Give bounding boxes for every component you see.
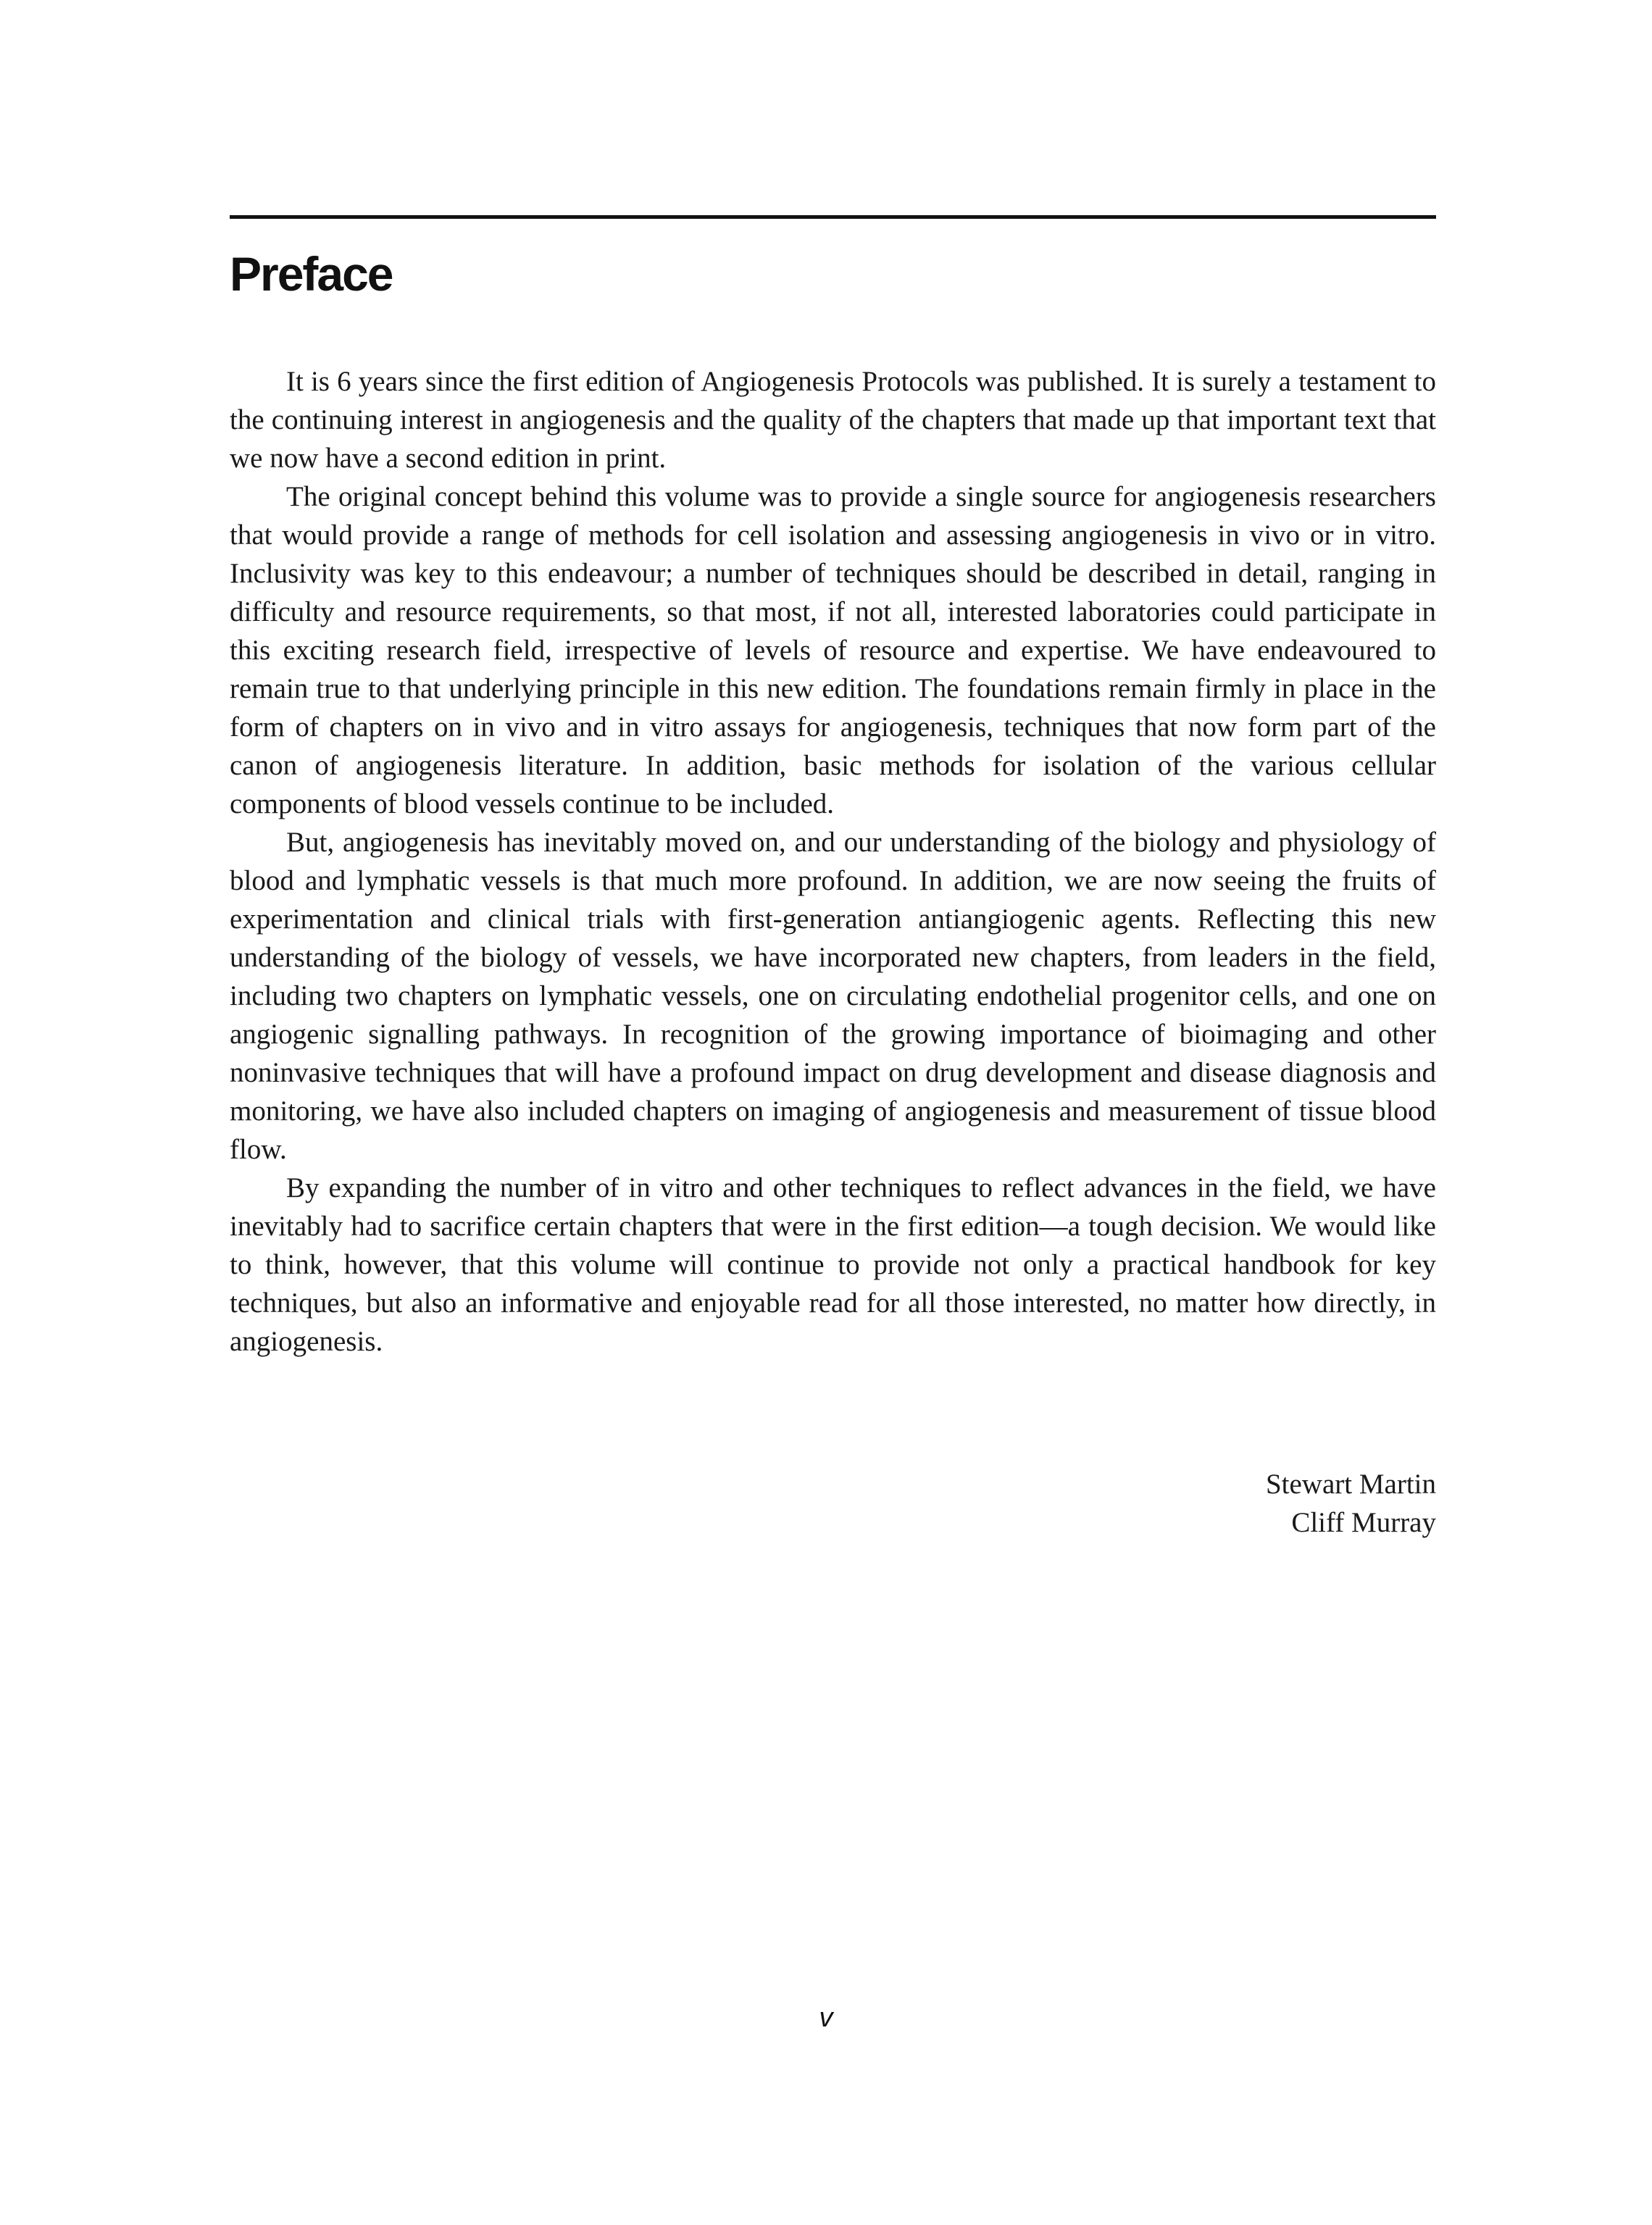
paragraph-2: The original concept behind this volume was to provide a single source for angiogenesis researchers that would provide a range of methods for cell isolation and assessing angiogenesis in vivo or in vitro. Inclusivity was key to this endeavour; a number of techniques should be described in detail, ranging in difficulty and resource requirements, so that most, if not all, interested laboratories could participate in this exciting research field, irrespective of levels of resource and expertise. We have endeavoured to remain true to that underlying principle in this new edition. The foundations remain firmly in place in the form of chapters on in vivo and in vitro assays for angiogenesis, techniques that now form part of the canon of angiogenesis literature. In addition, basic methods for isolation of the various cellular components of blood vessels continue to be included.	[230, 481, 1436, 819]
page-title: Preface	[230, 247, 393, 301]
header-rule	[230, 215, 1436, 219]
page-number: v	[819, 2003, 833, 2033]
paragraph-3: But, angiogenesis has inevitably moved on, and our understanding of the biology and physiology of blood and lymphatic vessels is that much more profound. In addition, we are now seeing the fruits of experimentation and clinical trials with first-generation antiangiogenic agents. Reflecting this new understanding of the biology of vessels, we have incorporated new chapters, from leaders in the field, including two chapters on lymphatic vessels, one on circulating endothelial progenitor cells, and one on angiogenic signalling pathways. In recognition of the growing importance of bioimaging and other noninvasive techniques that will have a profound impact on drug development and disease diagnosis and monitoring, we have also included chapters on imaging of angiogenesis and measurement of tissue blood flow.	[230, 827, 1436, 1165]
author-signature	[1266, 1465, 1436, 1542]
preface-body	[230, 362, 1436, 1361]
author-name: Cliff Murray	[1291, 1507, 1436, 1538]
paragraph-1: It is 6 years since the first edition of Angiogenesis Protocols was published. It is surely a testament to the continuing interest in angiogenesis and the quality of the chapters that made up that important text that we now have a second edition in print.	[230, 366, 1436, 474]
paragraph-4: By expanding the number of in vitro and other techniques to reflect advances in the field, we have inevitably had to sacrifice certain chapters that were in the first edition—a tough decision. We would like to think, however, that this volume will continue to provide not only a practical handbook for key techniques, but also an informative and enjoyable read for all those interested, no matter how directly, in angiogenesis.	[230, 1172, 1436, 1357]
author-name: Stewart Martin	[1265, 1469, 1436, 1500]
